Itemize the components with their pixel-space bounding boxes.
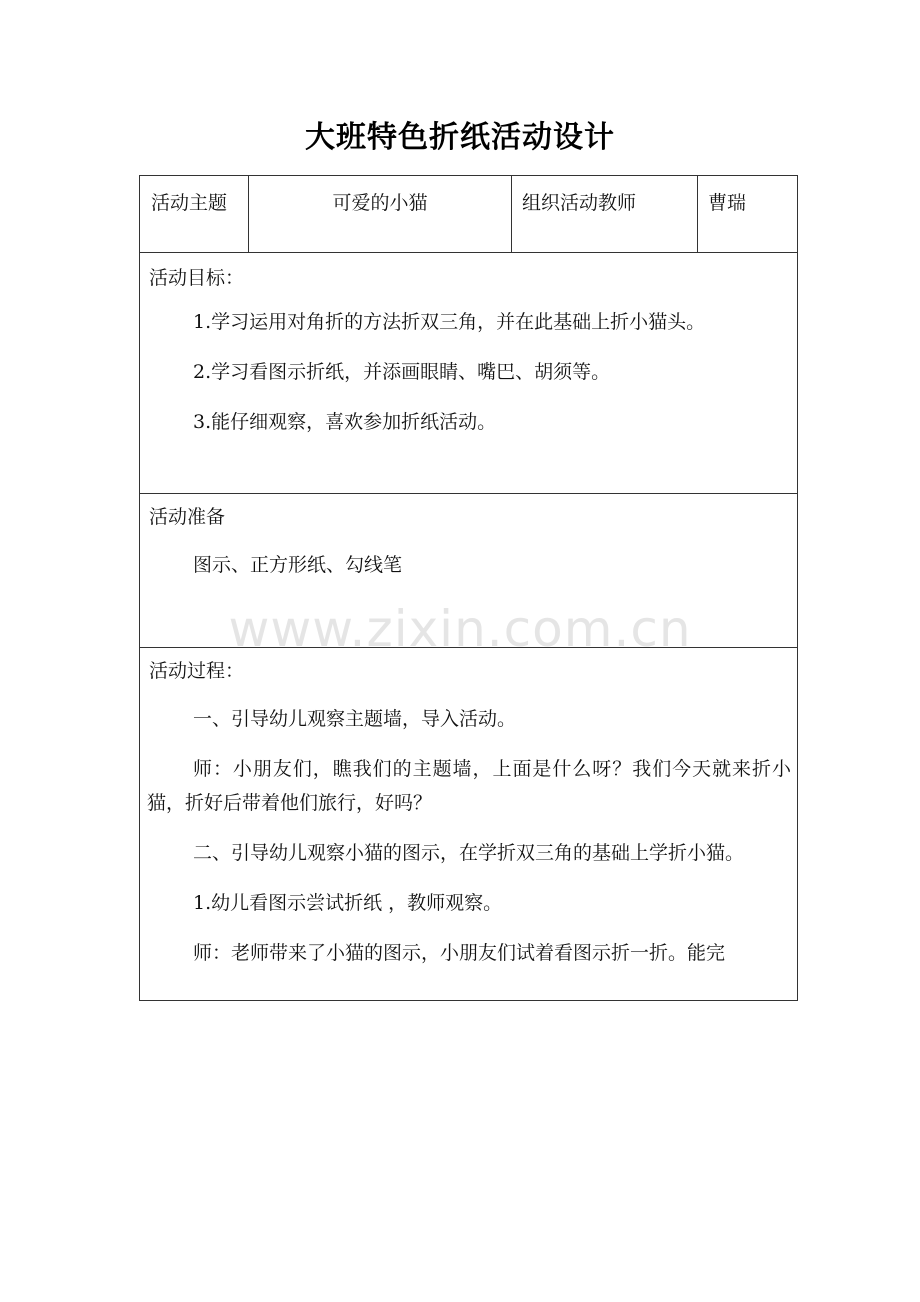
teacher-label: 组织活动教师 bbox=[522, 192, 637, 214]
watermark: www.zixin.com.cn bbox=[228, 600, 692, 658]
process-paragraph: 师：小朋友们，瞧我们的主题墙，上面是什么呀？我们今天就来折小猫，折好后带着他们旅行，好吗？ bbox=[147, 758, 791, 814]
preparation-text: 图示、正方形纸、勾线笔 bbox=[193, 554, 403, 576]
process-paragraph: 师：老师带来了小猫的图示，小朋友们试着看图示折一折。能完 bbox=[193, 942, 726, 964]
process-label: 活动过程： bbox=[149, 660, 245, 682]
goals-row bbox=[140, 253, 798, 494]
teacher-label-cell bbox=[512, 176, 698, 253]
teacher-value: 曹瑞 bbox=[708, 192, 747, 214]
activity-table bbox=[139, 175, 798, 1001]
page-title: 大班特色折纸活动设计 bbox=[305, 120, 615, 155]
header-row bbox=[140, 176, 798, 253]
teacher-value-cell bbox=[698, 176, 798, 253]
goals-section bbox=[140, 253, 798, 494]
preparation-section bbox=[140, 494, 798, 648]
goal-item: 1.学习运用对角折的方法折双三角，并在此基础上折小猫头。 bbox=[193, 311, 706, 333]
topic-value: 可爱的小猫 bbox=[332, 192, 428, 214]
goal-item: 2.学习看图示折纸，并添画眼睛、嘴巴、胡须等。 bbox=[193, 361, 611, 383]
topic-label: 活动主题 bbox=[151, 192, 228, 214]
process-row bbox=[140, 648, 798, 1001]
process-section bbox=[140, 648, 798, 1001]
process-paragraph: 二、引导幼儿观察小猫的图示，在学折双三角的基础上学折小猫。 bbox=[193, 842, 745, 864]
goals-label: 活动目标： bbox=[149, 267, 245, 289]
preparation-label: 活动准备 bbox=[149, 506, 226, 528]
topic-label-cell bbox=[140, 176, 249, 253]
topic-value-cell bbox=[249, 176, 512, 253]
process-paragraph: 1.幼儿看图示尝试折纸 ，教师观察。 bbox=[193, 892, 503, 914]
process-paragraph: 一、引导幼儿观察主题墙，导入活动。 bbox=[193, 708, 517, 730]
goal-item: 3.能仔细观察，喜欢参加折纸活动。 bbox=[193, 411, 497, 433]
preparation-row bbox=[140, 494, 798, 648]
